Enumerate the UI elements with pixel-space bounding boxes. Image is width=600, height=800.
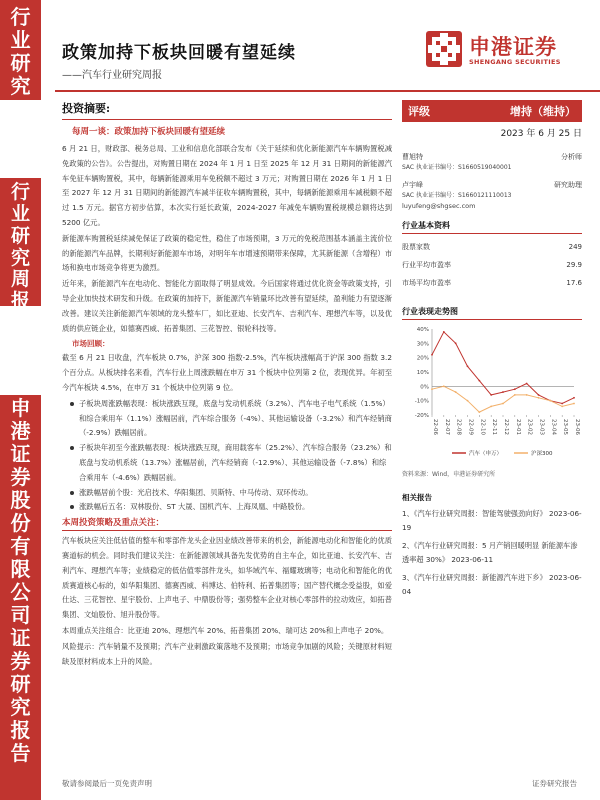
weekly-topic-heading: 每周一谈：政策加持下板块回暖有望延续 xyxy=(72,127,226,137)
banner-char: 业 xyxy=(10,202,30,225)
strategy-heading: 本周投资策略及重点关注： xyxy=(62,518,165,529)
paragraph-policy-impact: 新能源车购置税延续减免保证了政策的稳定性，稳住了市场预期，3 万元的免税范围基本涵盖主流价位的新能源汽车品牌，长期利好新能源车市场，对明年车市增速预期带来保障，尤其新能源（含增程）市场和换电市场竞争将更为激烈。 xyxy=(62,233,392,273)
data-point xyxy=(467,400,469,402)
data-point xyxy=(514,388,516,390)
series-line-1 xyxy=(432,386,574,412)
banner-char: 份 xyxy=(10,511,31,535)
analyst-sac: SAC 执业证书编号：S1660121110013 xyxy=(402,192,512,199)
data-point xyxy=(514,394,516,396)
x-tick-label: 23-05 xyxy=(562,419,569,435)
banner-company-report xyxy=(0,395,41,800)
y-tick-label: 40% xyxy=(416,327,429,333)
banner-char: 业 xyxy=(10,28,31,52)
data-point xyxy=(478,380,480,382)
y-tick-label: -10% xyxy=(414,398,429,405)
x-tick-label: 23-06 xyxy=(574,419,580,435)
paragraph-risk: 风险提示：汽车销量不及预期；汽车产业刺激政策落地不及预期；市场竞争加剧的风险；关键原材料短缺及原材料成本上升的风险。 xyxy=(62,641,392,666)
footer-report-type: 证券研究报告 xyxy=(532,779,577,788)
paragraph-policy: 6 月 21 日，财政部、税务总局、工业和信息化部联合发布《关于延续和优化新能源汽车车辆购置税减免政策的公告》。公告提出，对购置日期在 2024 年 1 月 1 日至 2025 年 12 月 31 日期间的新能源汽车免征车辆购置税，其中，每辆新能源乘用车免税额不超过 3 万元；对购置日期在 2026 年 1 月 1 日至 2027 年 12 月 31 日期间的新能源汽车减半征收车辆购置税，其中，每辆新能源乘用车减税额不超过 1.5 万元。据官方初步估算，本次实行延长政策，2024-2027 年减免车辆购置税规模总额将达到 5200 亿元。 xyxy=(62,144,392,227)
list-item: 涨跌幅居前个股：光启技术、华阳集团、贝斯特、中马传动、双环传动。 xyxy=(70,486,392,501)
header-divider xyxy=(55,90,600,92)
banner-char: 有 xyxy=(10,534,31,558)
banner-char: 究 xyxy=(10,74,31,98)
list-item[interactable] xyxy=(402,571,582,599)
banner-char: 股 xyxy=(10,488,31,512)
x-tick-label: 22-11 xyxy=(491,419,498,435)
related-report-date: 2023-06-19 xyxy=(402,509,582,532)
chart-source: 资料来源：Wind，申港证券研究所 xyxy=(402,471,496,478)
data-point xyxy=(490,406,492,408)
banner-char: 券 xyxy=(10,465,31,489)
list-item[interactable] xyxy=(402,507,582,535)
analyst-role: 分析师 xyxy=(561,153,582,161)
paragraph-strategy: 汽车板块应关注低估值的整车和零部件龙头企业因业绩改善带来的机会，新能源电动化和智能化的优质赛道标的机会。同时我们建议关注：在新能源领域具备先发优势的自主车企，如比亚迪、长安汽车、吉利汽车、理想汽车等；业绩稳定的低估值零部件龙头，如华域汽车、福耀玻璃等；电动化和智能化的优质赛道核心标的，如华阳集团、德赛西威、科博达、伯特利、拓普集团等；国产替代概念受益股，如爱仕达、三花智控、星宇股份、上声电子、中鼎股份等；强势整车企业对核心零部件的拉动效应，如拓普集团、文灿股份、旭升股份等。 xyxy=(62,536,392,620)
banner-char: 证 xyxy=(10,626,31,650)
banner-weekly-report xyxy=(0,178,41,313)
paragraph-market-review: 截至 6 月 21 日收盘，汽车板块 0.7%，沪深 300 指数-2.5%，汽车板块涨幅高于沪深 300 指数 3.2 个百分点。从板块排名来看，汽车行业上周涨跌幅在申万 31 个板块中位列第 2 位，表现优异。年初至今汽车板块 4.5%，在申万 31 个板块中位列第 9 位。 xyxy=(62,353,392,392)
report-title: 政策加持下板块回暖有望延续 xyxy=(62,43,296,63)
paragraph-portfolio: 本周重点关注组合：比亚迪 20%、理想汽车 20%、拓普集团 20%、瑞可达 20%和上声电子 20%。 xyxy=(62,625,389,635)
y-tick-label: 10% xyxy=(416,370,429,376)
legend-label: 汽车（申万） xyxy=(469,451,503,457)
x-tick-label: 22-10 xyxy=(479,419,486,435)
left-banner xyxy=(0,0,41,800)
data-point xyxy=(561,406,563,408)
x-tick-label: 22-08 xyxy=(455,419,462,435)
banner-industry-research xyxy=(0,0,41,100)
data-point xyxy=(538,397,540,399)
data-point xyxy=(502,391,504,393)
analyst-name: 曹旭特 xyxy=(402,153,423,161)
x-tick-label: 22-06 xyxy=(432,419,438,435)
data-point xyxy=(526,394,528,396)
basic-data-table xyxy=(402,238,582,292)
banner-char: 究 xyxy=(10,246,30,269)
banner-char: 公 xyxy=(10,580,31,604)
data-point xyxy=(467,365,469,367)
x-tick-label: 22-07 xyxy=(443,419,450,435)
list-item: 子板块周涨跌幅表现：板块涨跌互现，底盘与发动机系统（3.2%）、汽车电子电气系统（1.5%）和综合乘用车（1.1%）涨幅居前，汽车综合服务（-4%）、其他运输设备（-3.2%）和汽车经销商（-2.9%）跌幅居前。 xyxy=(70,397,392,441)
table-cell-value: 17.6 xyxy=(566,279,582,287)
banner-char: 券 xyxy=(10,649,31,673)
company-logo xyxy=(425,30,595,74)
related-reports-list xyxy=(402,507,582,599)
y-tick-label: 30% xyxy=(416,341,429,348)
list-item[interactable] xyxy=(402,539,582,567)
related-report-title[interactable]: 1、《汽车行业研究周报：智能驾驶强劲向好》 xyxy=(402,509,547,518)
rating-value: 增持（维持） xyxy=(510,105,576,118)
x-tick-label: 22-12 xyxy=(503,419,509,435)
data-point xyxy=(502,403,504,405)
banner-char: 告 xyxy=(10,741,31,765)
table-cell-label: 行业平均市盈率 xyxy=(402,261,451,269)
analyst-role: 研究助理 xyxy=(554,181,582,189)
x-tick-label: 23-04 xyxy=(550,419,557,435)
banner-char: 研 xyxy=(10,224,30,247)
data-point xyxy=(455,391,457,393)
data-point xyxy=(538,394,540,396)
data-point xyxy=(443,385,445,387)
banner-char: 证 xyxy=(10,442,31,466)
banner-char: 行 xyxy=(10,181,30,203)
banner-char: 研 xyxy=(10,51,31,75)
rating-label: 评级 xyxy=(408,105,430,118)
data-point xyxy=(490,394,492,396)
related-report-title[interactable]: 2、《汽车行业研究周报：5 月产销回暖明显 新能源车渗透率超 30%》 xyxy=(402,541,578,564)
banner-char: 报 xyxy=(10,718,31,742)
data-point xyxy=(431,388,433,390)
related-report-date: 2023-06-11 xyxy=(451,555,494,564)
trend-chart xyxy=(402,323,582,467)
data-point xyxy=(573,397,575,399)
y-tick-label: 20% xyxy=(416,355,429,362)
banner-char: 申 xyxy=(10,396,31,420)
paragraph-recommendation: 近年来，新能源汽车在电动化、智能化方面取得了明显成效。今后国家将通过优化资金等政策支持，引导企业加快技术研发和升级。在政策的加持下，新能源汽车销量环比改善有望延续，盈利能力有望逐渐改善。建议关注新能源汽车领域的龙头整车厂，如比亚迪、长安汽车、吉利汽车、理想汽车等，以及优质的供应链企业，如德赛西威、拓普集团、三花智控、银轮科技等。 xyxy=(62,279,392,333)
trend-chart-svg xyxy=(402,323,582,463)
analyst-name: 卢宇峰 xyxy=(402,181,423,189)
banner-char: 港 xyxy=(10,419,31,443)
table-cell-label: 股票家数 xyxy=(402,243,430,251)
related-report-date: 2023-06-04 xyxy=(402,573,582,596)
sidebar-column xyxy=(402,100,582,603)
banner-char: 究 xyxy=(10,695,31,719)
data-point xyxy=(573,403,575,405)
x-tick-label: 22-09 xyxy=(467,419,474,435)
related-reports-heading: 相关报告 xyxy=(402,493,432,502)
table-row xyxy=(402,256,582,274)
abstract-heading: 投资摘要: xyxy=(62,100,392,120)
analyst-email: luyufeng@shgsec.com xyxy=(402,202,476,210)
logo-mark-icon xyxy=(425,30,463,68)
data-point xyxy=(455,342,457,344)
table-cell-value: 29.9 xyxy=(566,261,582,269)
report-subtitle: ——汽车行业研究周报 xyxy=(62,70,162,81)
banner-char: 研 xyxy=(10,672,31,696)
page-footer xyxy=(62,778,577,789)
market-review-heading: 市场回顾： xyxy=(72,339,110,349)
logo-text-en: SHENGANG SECURITIES xyxy=(469,58,561,66)
y-tick-label: 0% xyxy=(420,384,429,391)
data-point xyxy=(478,411,480,413)
list-item: 涨跌幅后五名：双林股份、ST 大晟、国机汽车、上海凤凰、中路股份。 xyxy=(70,500,392,515)
related-report-title[interactable]: 3、《汽车行业研究周报：新能源汽车进下乡》 xyxy=(402,573,547,582)
main-column xyxy=(62,100,392,670)
report-date: 2023 年 6 月 25 日 xyxy=(500,129,582,139)
table-row xyxy=(402,238,582,256)
analyst-sac: SAC 执业证书编号：S1660519040001 xyxy=(402,164,512,171)
table-cell-label: 市场平均市盈率 xyxy=(402,279,451,287)
x-tick-label: 23-01 xyxy=(514,419,521,435)
market-bullet-list xyxy=(70,397,392,515)
y-tick-label: -20% xyxy=(414,413,429,419)
logo-text-cn: 申港证券 xyxy=(469,34,557,59)
banner-char: 行 xyxy=(10,5,31,29)
data-point xyxy=(549,400,551,402)
trend-chart-heading: 行业表现走势图 xyxy=(402,306,582,320)
banner-char: 司 xyxy=(10,603,31,627)
basic-data-heading: 行业基本资料 xyxy=(402,220,582,234)
data-point xyxy=(526,383,528,385)
banner-char: 限 xyxy=(10,557,31,581)
footer-disclaimer: 敬请参阅最后一页免责声明 xyxy=(62,779,152,788)
data-point xyxy=(561,403,563,405)
x-tick-label: 23-03 xyxy=(538,419,545,435)
strategy-divider xyxy=(62,530,392,531)
banner-char: 周 xyxy=(10,268,30,291)
table-row xyxy=(402,274,582,292)
banner-char: 报 xyxy=(10,290,30,313)
data-point xyxy=(431,354,433,356)
analyst-block xyxy=(402,151,582,212)
legend-label: 沪深300 xyxy=(531,451,553,457)
x-tick-label: 23-02 xyxy=(526,419,533,435)
rating-box xyxy=(402,100,582,122)
data-point xyxy=(443,331,445,333)
list-item: 子板块年初至今涨跌幅表现：板块涨跌互现，商用载客车（25.2%）、汽车综合服务（23.2%）和底盘与发动机系统（13.7%）涨幅居前，汽车经销商（-12.9%）、其他运输设备（-7.8%）和综合乘用车（-4.6%）跌幅居前。 xyxy=(70,441,392,485)
table-cell-value: 249 xyxy=(568,243,582,251)
